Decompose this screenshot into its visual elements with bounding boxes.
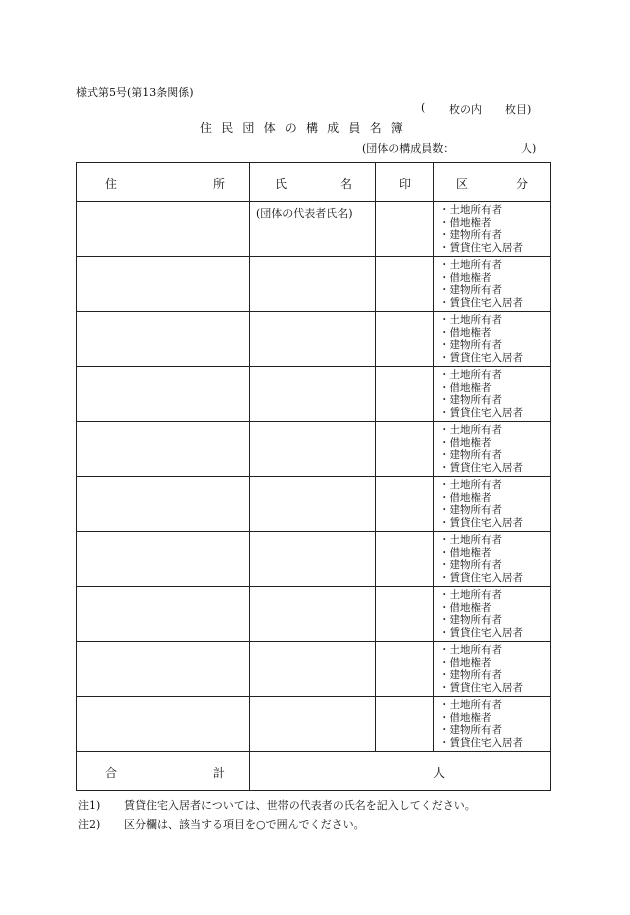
- sheet-counter-total: 枚の内: [449, 103, 482, 116]
- page-title: 住民団体の構成員名簿: [200, 121, 413, 135]
- category-cell[interactable]: [434, 532, 551, 587]
- table-row: [77, 697, 551, 752]
- category-option[interactable]: ・借地権者: [439, 436, 492, 449]
- category-option[interactable]: ・建物所有者: [439, 504, 502, 516]
- table-row: [77, 367, 551, 422]
- category-option[interactable]: ・建物所有者: [439, 559, 502, 571]
- category-option[interactable]: ・土地所有者: [439, 479, 502, 491]
- seal-cell[interactable]: [376, 202, 434, 257]
- name-cell[interactable]: [250, 257, 376, 312]
- note-1-label: 注1): [78, 799, 101, 812]
- member-count-label: (団体の構成員数：: [362, 142, 455, 155]
- address-header-char-1: 住: [105, 177, 118, 191]
- category-options: [434, 422, 550, 474]
- category-cell[interactable]: [434, 312, 551, 367]
- name-header-char-1: 氏: [275, 177, 288, 191]
- name-cell[interactable]: [250, 642, 376, 697]
- category-option[interactable]: ・賃貸住宅入居者: [439, 571, 523, 584]
- table-row: [77, 532, 551, 587]
- total-label-char-1: 合: [105, 766, 118, 780]
- name-cell[interactable]: [250, 312, 376, 367]
- category-option[interactable]: ・借地権者: [439, 216, 492, 229]
- column-header-category: [434, 163, 551, 202]
- table-row: [77, 587, 551, 642]
- name-cell[interactable]: [250, 477, 376, 532]
- address-cell[interactable]: [77, 367, 250, 422]
- category-cell[interactable]: [434, 367, 551, 422]
- category-option[interactable]: ・建物所有者: [439, 339, 502, 351]
- seal-cell[interactable]: [376, 257, 434, 312]
- category-cell[interactable]: [434, 257, 551, 312]
- name-cell[interactable]: [250, 697, 376, 752]
- category-cell[interactable]: [434, 587, 551, 642]
- note-2-label: 注2): [78, 818, 101, 831]
- column-header-address: [77, 163, 250, 202]
- total-label-char-2: 計: [213, 766, 226, 780]
- name-cell[interactable]: [250, 202, 376, 257]
- seal-cell[interactable]: [376, 587, 434, 642]
- category-option[interactable]: ・借地権者: [439, 656, 492, 669]
- category-option[interactable]: ・建物所有者: [439, 669, 502, 681]
- seal-cell[interactable]: [376, 477, 434, 532]
- address-header-char-2: 所: [213, 177, 226, 191]
- category-option[interactable]: ・借地権者: [439, 601, 492, 614]
- note-2: [78, 816, 365, 832]
- table-row: [77, 312, 551, 367]
- category-options: [434, 312, 550, 364]
- total-row: [77, 752, 551, 791]
- category-option[interactable]: ・建物所有者: [439, 284, 502, 296]
- address-cell[interactable]: [77, 532, 250, 587]
- category-option[interactable]: ・賃貸住宅入居者: [439, 736, 523, 749]
- address-cell[interactable]: [77, 202, 250, 257]
- category-cell[interactable]: [434, 697, 551, 752]
- category-option[interactable]: ・土地所有者: [439, 589, 502, 601]
- seal-cell[interactable]: [376, 532, 434, 587]
- category-option[interactable]: ・土地所有者: [439, 534, 502, 546]
- category-options: [434, 477, 550, 529]
- name-cell[interactable]: [250, 532, 376, 587]
- address-cell[interactable]: [77, 312, 250, 367]
- address-cell[interactable]: [77, 642, 250, 697]
- member-table: [76, 162, 551, 791]
- category-header-char-2: 分: [516, 177, 529, 191]
- name-header-char-2: 名: [340, 177, 353, 191]
- address-cell[interactable]: [77, 587, 250, 642]
- category-option[interactable]: ・借地権者: [439, 271, 492, 284]
- category-option[interactable]: ・借地権者: [439, 711, 492, 724]
- category-option[interactable]: ・土地所有者: [439, 314, 502, 326]
- table-row: [77, 642, 551, 697]
- sheet-counter-current: 枚目): [505, 103, 532, 116]
- category-option[interactable]: ・賃貸住宅入居者: [439, 626, 523, 639]
- category-option[interactable]: ・借地権者: [439, 546, 492, 559]
- table-row: [77, 477, 551, 532]
- address-cell[interactable]: [77, 477, 250, 532]
- category-option[interactable]: ・建物所有者: [439, 394, 502, 406]
- member-count-unit: 人): [521, 142, 537, 155]
- category-option[interactable]: ・土地所有者: [439, 699, 502, 711]
- category-options: [434, 587, 550, 639]
- category-option[interactable]: ・建物所有者: [439, 229, 502, 241]
- category-option[interactable]: ・建物所有者: [439, 614, 502, 626]
- representative-name-note: (団体の代表者氏名): [256, 207, 353, 220]
- member-rows: [77, 202, 551, 752]
- category-option[interactable]: ・土地所有者: [439, 259, 502, 271]
- category-cell[interactable]: [434, 642, 551, 697]
- address-cell[interactable]: [77, 257, 250, 312]
- name-cell[interactable]: [250, 367, 376, 422]
- seal-cell[interactable]: [376, 642, 434, 697]
- table-row: [77, 422, 551, 477]
- category-options: [434, 202, 550, 254]
- seal-cell[interactable]: [376, 312, 434, 367]
- category-options: [434, 532, 550, 584]
- form-number: 様式第5号(第13条関係): [76, 86, 194, 99]
- total-unit: 人: [433, 766, 446, 780]
- table-row: [77, 257, 551, 312]
- category-option[interactable]: ・建物所有者: [439, 449, 502, 461]
- table-header-row: [77, 163, 551, 202]
- category-cell[interactable]: [434, 477, 551, 532]
- category-options: [434, 642, 550, 694]
- note-1-text: 賃貸住宅入居者については、世帯の代表者の氏名を記入してください。: [124, 799, 476, 812]
- seal-cell[interactable]: [376, 697, 434, 752]
- sheet-counter-open: (: [421, 101, 426, 114]
- seal-cell[interactable]: [376, 367, 434, 422]
- category-option[interactable]: ・賃貸住宅入居者: [439, 241, 523, 254]
- category-option[interactable]: ・借地権者: [439, 491, 492, 504]
- category-option[interactable]: ・土地所有者: [439, 644, 502, 656]
- column-header-name: [250, 163, 376, 202]
- category-option[interactable]: ・賃貸住宅入居者: [439, 406, 523, 419]
- address-cell[interactable]: [77, 422, 250, 477]
- table-row: [77, 202, 551, 257]
- category-header-char-1: 区: [456, 177, 469, 191]
- name-cell[interactable]: [250, 587, 376, 642]
- total-value-cell[interactable]: [250, 752, 551, 791]
- address-cell[interactable]: [77, 697, 250, 752]
- note-2-text: 区分欄は、該当する項目を○で囲んでください。: [124, 818, 365, 831]
- category-option[interactable]: ・借地権者: [439, 381, 492, 394]
- note-1: [78, 797, 476, 813]
- category-option[interactable]: ・土地所有者: [439, 369, 502, 381]
- name-cell[interactable]: [250, 422, 376, 477]
- category-options: [434, 257, 550, 309]
- category-options: [434, 367, 550, 419]
- category-option[interactable]: ・賃貸住宅入居者: [439, 516, 523, 529]
- category-option[interactable]: ・賃貸住宅入居者: [439, 351, 523, 364]
- category-option[interactable]: ・土地所有者: [439, 424, 502, 436]
- category-cell[interactable]: [434, 422, 551, 477]
- total-label-cell: [77, 752, 250, 791]
- category-option[interactable]: ・借地権者: [439, 326, 492, 339]
- category-option[interactable]: ・土地所有者: [439, 204, 502, 216]
- seal-cell[interactable]: [376, 422, 434, 477]
- seal-header: 印: [399, 177, 412, 191]
- category-option[interactable]: ・建物所有者: [439, 724, 502, 736]
- category-options: [434, 697, 550, 749]
- column-header-seal: [376, 163, 434, 202]
- category-option[interactable]: ・賃貸住宅入居者: [439, 296, 523, 309]
- category-cell[interactable]: [434, 202, 551, 257]
- category-option[interactable]: ・賃貸住宅入居者: [439, 461, 523, 474]
- category-option[interactable]: ・賃貸住宅入居者: [439, 681, 523, 694]
